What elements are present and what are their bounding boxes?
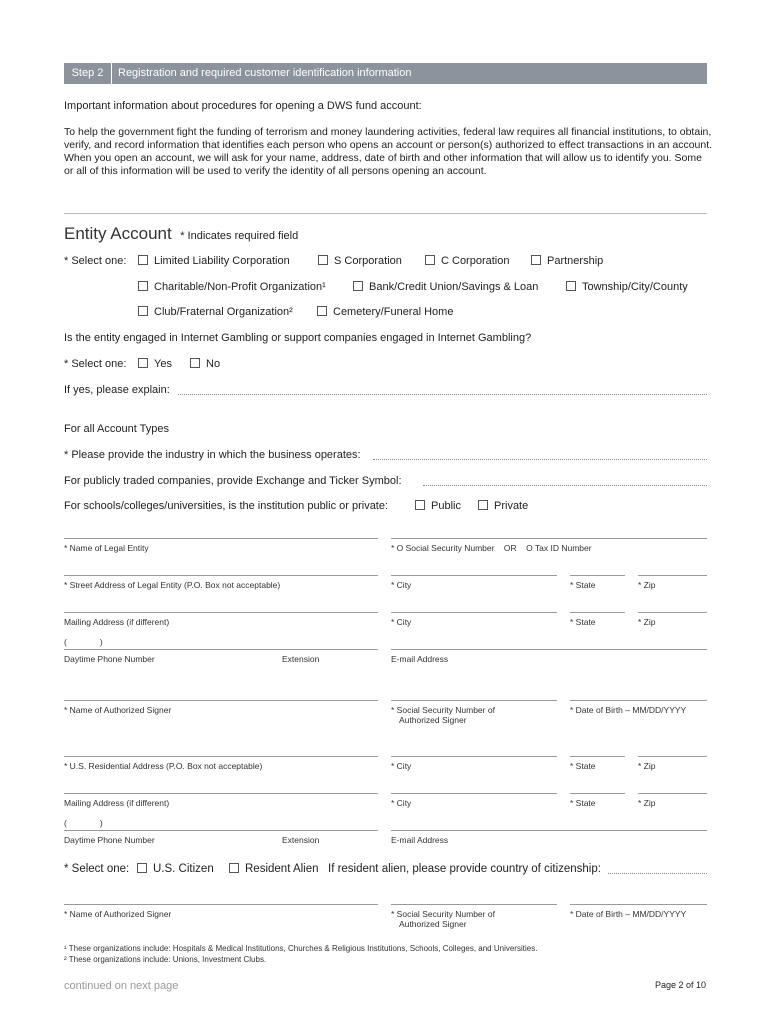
industry-input[interactable]	[373, 459, 707, 460]
checkbox[interactable]	[138, 255, 148, 265]
gambling-no[interactable]: No	[190, 358, 220, 370]
mailing-address-input[interactable]	[64, 612, 378, 613]
public-option[interactable]: Public	[415, 500, 461, 512]
daytime-phone-input[interactable]	[64, 649, 378, 650]
signer-2-ssn-label: * Social Security Number of	[391, 909, 495, 919]
checkbox[interactable]	[318, 255, 328, 265]
ticker-input[interactable]	[423, 485, 707, 486]
daytime-phone-label: Daytime Phone Number	[64, 654, 155, 664]
authorized-signer-label: * Name of Authorized Signer	[64, 705, 172, 715]
checkbox[interactable]	[531, 255, 541, 265]
entity-type-bank[interactable]: Bank/Credit Union/Savings & Loan	[353, 281, 538, 293]
res-city-input[interactable]	[391, 756, 557, 757]
checkbox[interactable]	[566, 281, 576, 291]
explain-label: If yes, please explain:	[64, 384, 170, 396]
section-divider	[64, 213, 707, 214]
email-input[interactable]	[391, 649, 707, 650]
country-question: If resident alien, please provide country of citizenship:	[328, 863, 601, 875]
signer-mailing-state-input[interactable]	[570, 793, 625, 794]
authorized-signer-input[interactable]	[64, 700, 378, 701]
signer-dob-input[interactable]	[570, 700, 707, 701]
extension-label: Extension	[282, 654, 320, 664]
phone-area-code: ( )	[64, 637, 103, 647]
entity-type-cemetery[interactable]: Cemetery/Funeral Home	[317, 306, 453, 318]
entity-title: Entity Account	[64, 224, 172, 243]
signer-ssn-input[interactable]	[391, 700, 557, 701]
street-address-input[interactable]	[64, 575, 378, 576]
entity-select-label: * Select one:	[64, 255, 127, 267]
resident-alien-option[interactable]: Resident Alien	[229, 863, 319, 875]
footnote-2: ² These organizations include: Unions, Investment Clubs.	[64, 955, 267, 964]
ssn-tax-label: * O Social Security Number OR O Tax ID Number	[391, 543, 592, 553]
checkbox[interactable]	[317, 306, 327, 316]
signer-2-ssn-input[interactable]	[391, 904, 557, 905]
entity-type-nonprofit[interactable]: Charitable/Non-Profit Organization¹	[138, 281, 326, 293]
checkbox[interactable]	[138, 358, 148, 368]
zip-input[interactable]	[638, 575, 707, 576]
us-citizen-option[interactable]: U.S. Citizen	[137, 863, 214, 875]
state-label: * State	[570, 580, 596, 590]
signer-mailing-city-label: * City	[391, 798, 412, 808]
authorized-signer-2-input[interactable]	[64, 904, 378, 905]
checkbox[interactable]	[478, 500, 488, 510]
signer-mailing-input[interactable]	[64, 793, 378, 794]
signer-2-dob-label: * Date of Birth – MM/DD/YYYY	[570, 909, 687, 919]
country-input[interactable]	[608, 873, 707, 874]
state-input[interactable]	[570, 575, 625, 576]
residential-address-input[interactable]	[64, 756, 378, 757]
signer-mailing-state-label: * State	[570, 798, 596, 808]
entity-account-heading	[64, 224, 298, 244]
step-number: Step 2	[64, 63, 112, 84]
city-input[interactable]	[391, 575, 557, 576]
signer-extension-label: Extension	[282, 835, 320, 845]
checkbox[interactable]	[425, 255, 435, 265]
gambling-question: Is the entity engaged in Internet Gambling or support companies engaged in Internet Gambling?	[64, 332, 532, 344]
signer-2-ssn-label-2: Authorized Signer	[399, 919, 467, 929]
signer-2-dob-input[interactable]	[570, 904, 707, 905]
signer-ssn-label-2: Authorized Signer	[399, 715, 467, 725]
signer-dob-label: * Date of Birth – MM/DD/YYYY	[570, 705, 687, 715]
checkbox[interactable]	[138, 306, 148, 316]
footnote-1: ¹ These organizations include: Hospitals & Medical Institutions, Churches & Religious Institutions, Schools, Colleges, and Universities.	[64, 944, 538, 953]
page-number: Page 2 of 10	[655, 980, 707, 990]
ticker-label: For publicly traded companies, provide Exchange and Ticker Symbol:	[64, 475, 402, 487]
zip-label: * Zip	[638, 580, 656, 590]
checkbox[interactable]	[415, 500, 425, 510]
schools-label: For schools/colleges/universities, is the institution public or private:	[64, 500, 389, 512]
entity-type-township[interactable]: Township/City/County	[566, 281, 688, 293]
industry-label: * Please provide the industry in which the business operates:	[64, 449, 361, 461]
signer-mailing-city-input[interactable]	[391, 793, 557, 794]
checkbox[interactable]	[137, 863, 147, 873]
email-label: E-mail Address	[391, 654, 449, 664]
mailing-state-input[interactable]	[570, 612, 625, 613]
step-header-bar	[64, 63, 707, 84]
signer-phone-area-code: ( )	[64, 818, 103, 828]
gambling-yes[interactable]: Yes	[138, 358, 172, 370]
entity-type-partnership[interactable]: Partnership	[531, 255, 603, 267]
authorized-signer-2-label: * Name of Authorized Signer	[64, 909, 172, 919]
mailing-zip-input[interactable]	[638, 612, 707, 613]
checkbox[interactable]	[229, 863, 239, 873]
checkbox[interactable]	[190, 358, 200, 368]
checkbox[interactable]	[353, 281, 363, 291]
res-zip-input[interactable]	[638, 756, 707, 757]
mailing-city-label: * City	[391, 617, 412, 627]
signer-email-label: E-mail Address	[391, 835, 449, 845]
entity-type-llc[interactable]: Limited Liability Corporation	[138, 255, 290, 267]
res-zip-label: * Zip	[638, 761, 656, 771]
res-state-label: * State	[570, 761, 596, 771]
entity-type-c-corp[interactable]: C Corporation	[425, 255, 509, 267]
mailing-state-label: * State	[570, 617, 596, 627]
all-types-heading: For all Account Types	[64, 423, 169, 435]
entity-type-s-corp[interactable]: S Corporation	[318, 255, 402, 267]
step-title: Registration and required customer identification information	[118, 67, 412, 79]
intro-paragraph: To help the government fight the funding of terrorism and money laundering activities, federal law requires all financial institutions, to obtain, verify, and record information that identifies each person who opens an account or person(s) authorized to effect transactions in an account. When you open an account, we will ask for your name, address, date of birth and other information that will allow us to identify you. Some or all of this information will be used to verify the identity of all persons opening an account.	[64, 126, 713, 177]
street-address-label: * Street Address of Legal Entity (P.O. Box not acceptable)	[64, 580, 281, 590]
private-option[interactable]: Private	[478, 500, 528, 512]
res-city-label: * City	[391, 761, 412, 771]
ssn-tax-input[interactable]	[391, 538, 707, 539]
citizen-select-label: * Select one:	[64, 863, 130, 875]
entity-type-club[interactable]: Club/Fraternal Organization²	[138, 306, 293, 318]
legal-entity-name-label: * Name of Legal Entity	[64, 543, 149, 553]
intro-heading: Important information about procedures for opening a DWS fund account:	[64, 100, 422, 112]
res-state-input[interactable]	[570, 756, 625, 757]
gambling-select-label: * Select one:	[64, 358, 127, 370]
signer-mailing-zip-input[interactable]	[638, 793, 707, 794]
signer-email-input[interactable]	[391, 830, 707, 831]
signer-mailing-zip-label: * Zip	[638, 798, 656, 808]
mailing-address-label: Mailing Address (if different)	[64, 617, 170, 627]
signer-phone-label: Daytime Phone Number	[64, 835, 155, 845]
signer-phone-input[interactable]	[64, 830, 378, 831]
mailing-zip-label: * Zip	[638, 617, 656, 627]
checkbox[interactable]	[138, 281, 148, 291]
required-note: * Indicates required field	[180, 230, 299, 242]
mailing-city-input[interactable]	[391, 612, 557, 613]
residential-address-label: * U.S. Residential Address (P.O. Box not acceptable)	[64, 761, 263, 771]
signer-mailing-label: Mailing Address (if different)	[64, 798, 170, 808]
continued-note: continued on next page	[64, 980, 179, 992]
city-label: * City	[391, 580, 412, 590]
signer-ssn-label: * Social Security Number of	[391, 705, 495, 715]
legal-entity-name-input[interactable]	[64, 538, 378, 539]
explain-input[interactable]	[178, 394, 707, 395]
